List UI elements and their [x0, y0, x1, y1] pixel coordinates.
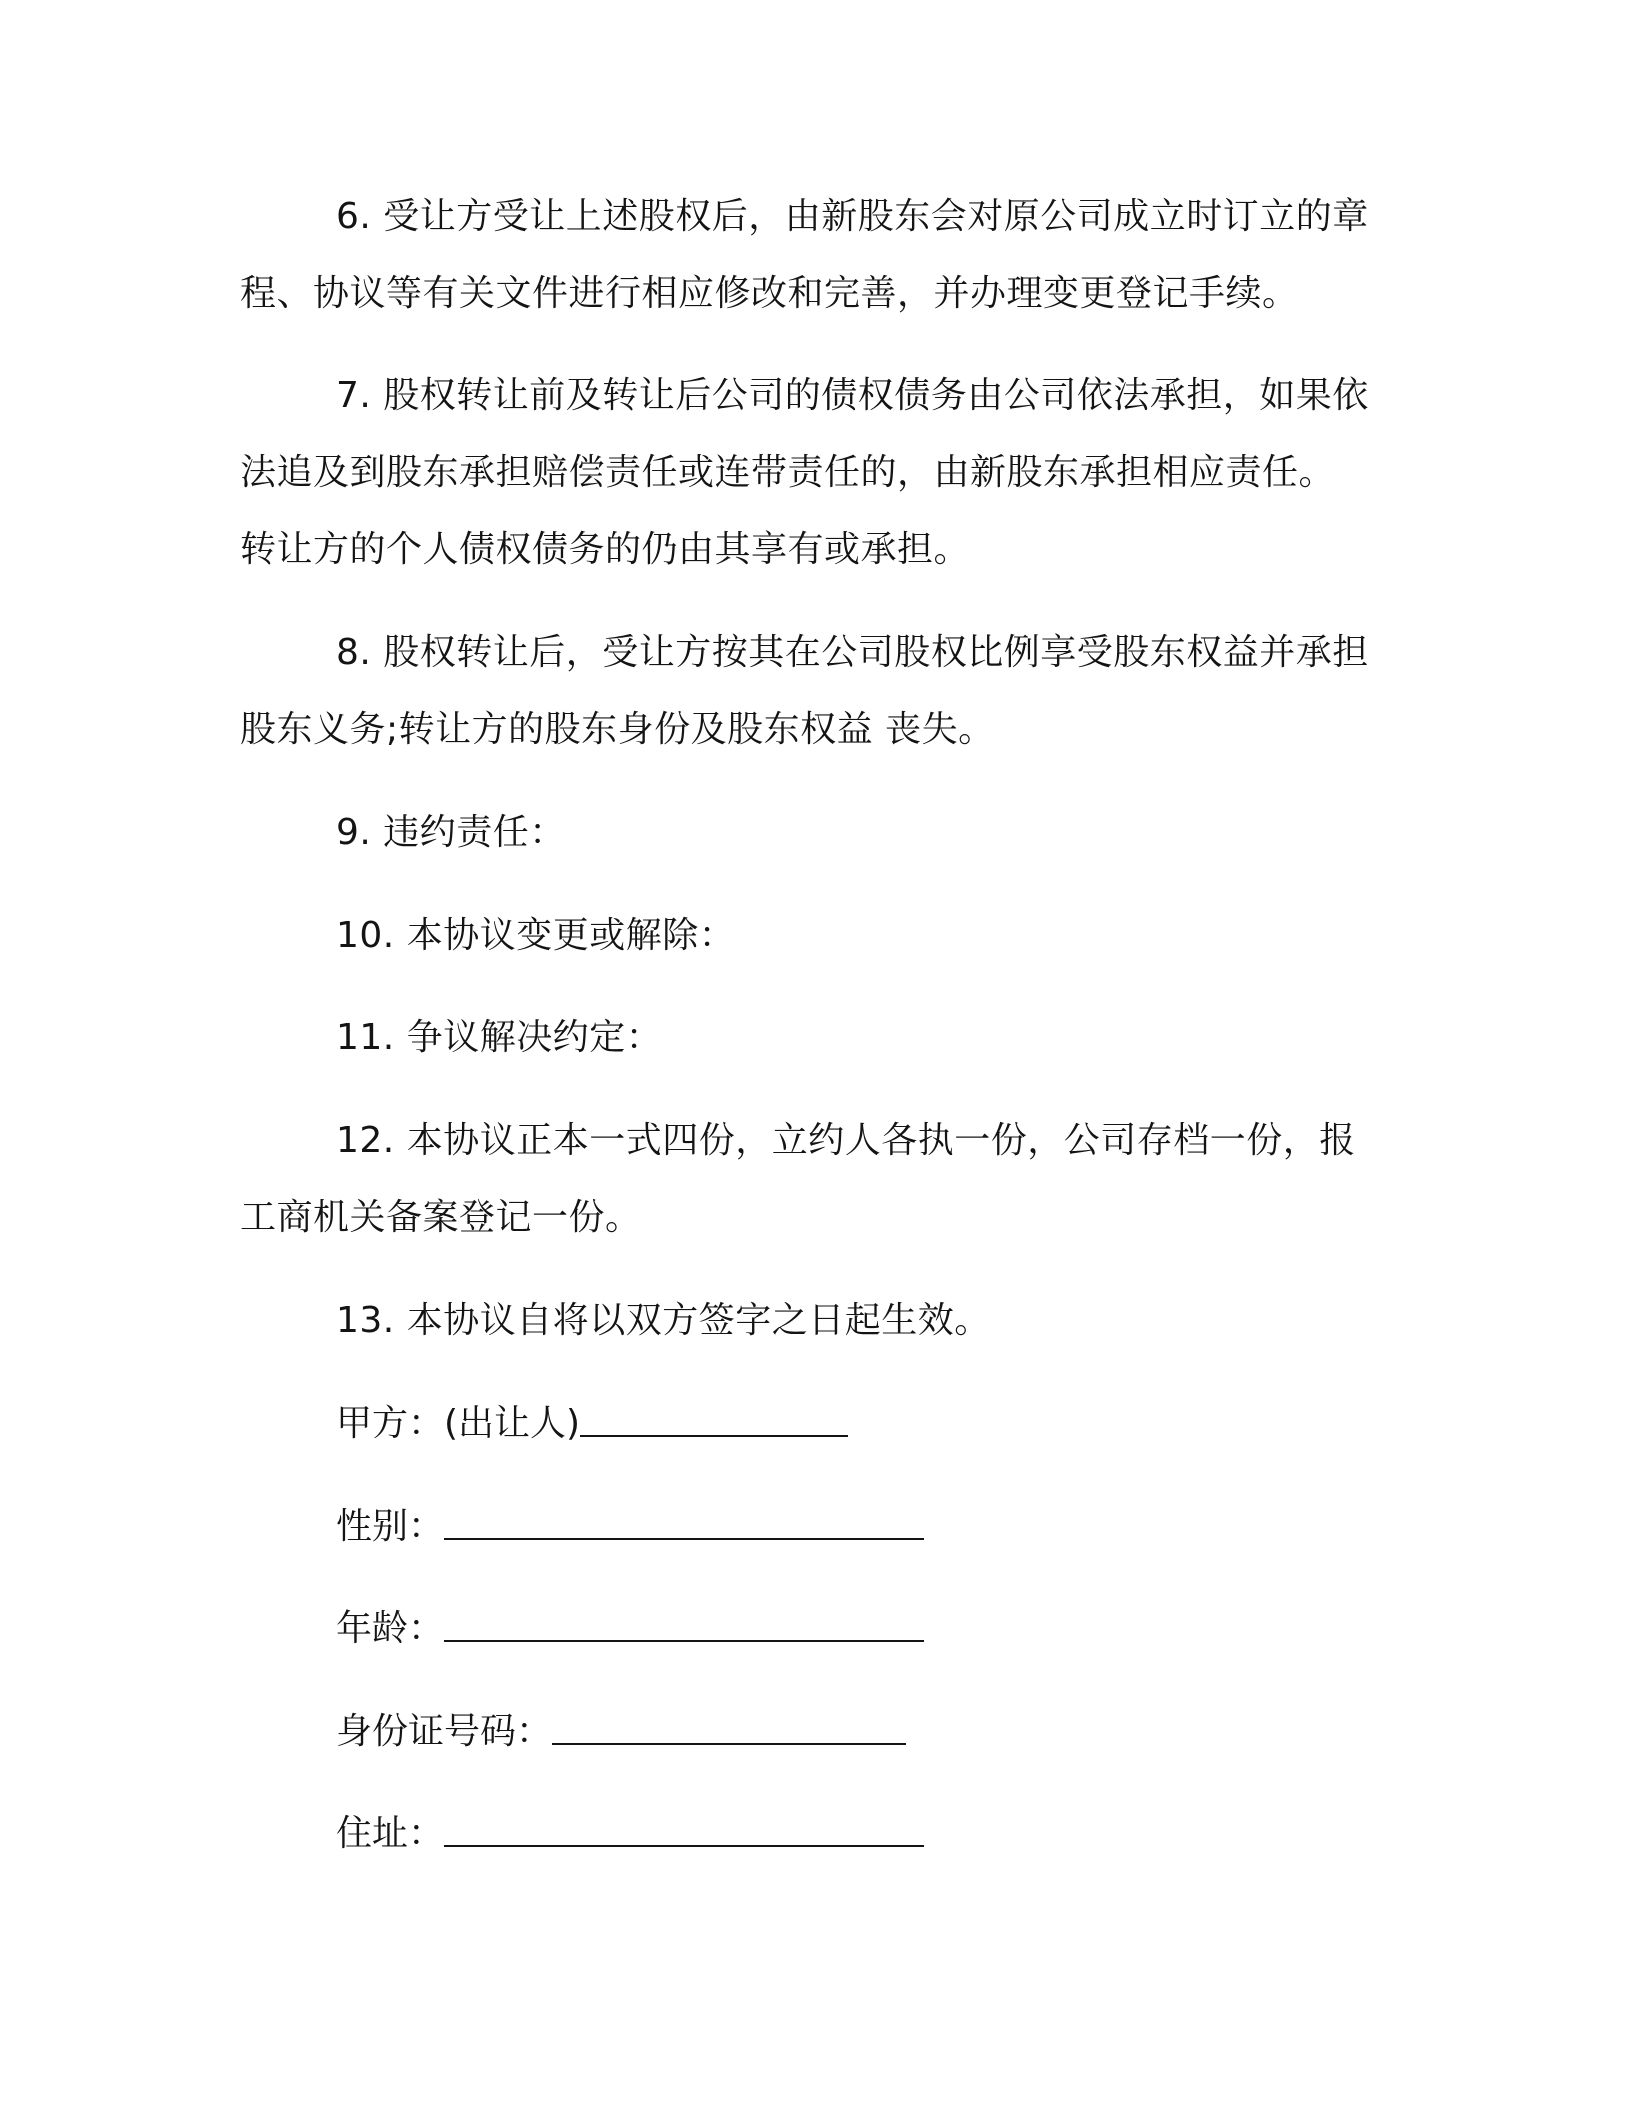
clause-13 — [240, 1282, 1388, 1359]
party-a-blank-line — [580, 1405, 848, 1437]
id-number-blank-line — [552, 1713, 906, 1745]
address-field — [336, 1795, 924, 1872]
clause-6 — [240, 178, 1388, 332]
clause-12-line-2: 工商机关备案登记一份。 — [240, 1197, 642, 1238]
clause-9 — [240, 794, 1388, 871]
age-field — [336, 1590, 924, 1667]
age-blank-line — [444, 1610, 924, 1642]
clause-10-line-1: 10. 本协议变更或解除： — [336, 915, 736, 956]
address-label: 住址： — [336, 1813, 445, 1854]
clause-13-line-1: 13. 本协议自将以双方签字之日起生效。 — [336, 1300, 991, 1341]
clause-12-line-1: 12. 本协议正本一式四份，立约人各执一份，公司存档一份，报 — [336, 1120, 1356, 1161]
party-a-field — [336, 1385, 848, 1462]
clause-9-line-1: 9. 违约责任： — [336, 812, 566, 853]
gender-field — [336, 1488, 924, 1565]
clause-8-line-1: 8. 股权转让后，受让方按其在公司股权比例享受股东权益并承担 — [336, 632, 1369, 673]
id-number-field — [336, 1693, 906, 1770]
clause-12 — [240, 1102, 1388, 1256]
clause-8 — [240, 614, 1388, 768]
clause-7-line-1: 7. 股权转让前及转让后公司的债权债务由公司依法承担，如果依 — [336, 375, 1369, 416]
clause-8-line-2: 股东义务;转让方的股东身份及股东权益 丧失。 — [240, 709, 995, 750]
party-a-label: 甲方：(出让人) — [336, 1403, 581, 1444]
clause-11 — [240, 999, 1388, 1076]
gender-label: 性别： — [336, 1506, 445, 1547]
address-blank-line — [444, 1815, 924, 1847]
clause-7 — [240, 357, 1388, 588]
clause-6-line-2: 程、协议等有关文件进行相应修改和完善，并办理变更登记手续。 — [240, 273, 1299, 314]
clause-6-line-1: 6. 受让方受让上述股权后，由新股东会对原公司成立时订立的章 — [336, 196, 1369, 237]
clause-11-line-1: 11. 争议解决约定： — [336, 1017, 663, 1058]
clause-7-line-3: 转让方的个人债权债务的仍由其享有或承担。 — [240, 529, 971, 570]
gender-blank-line — [444, 1508, 924, 1540]
age-label: 年龄： — [336, 1608, 445, 1649]
clause-7-line-2: 法追及到股东承担赔偿责任或连带责任的，由新股东承担相应责任。 — [240, 452, 1336, 493]
id-number-label: 身份证号码： — [336, 1711, 553, 1752]
clause-10 — [240, 897, 1388, 974]
